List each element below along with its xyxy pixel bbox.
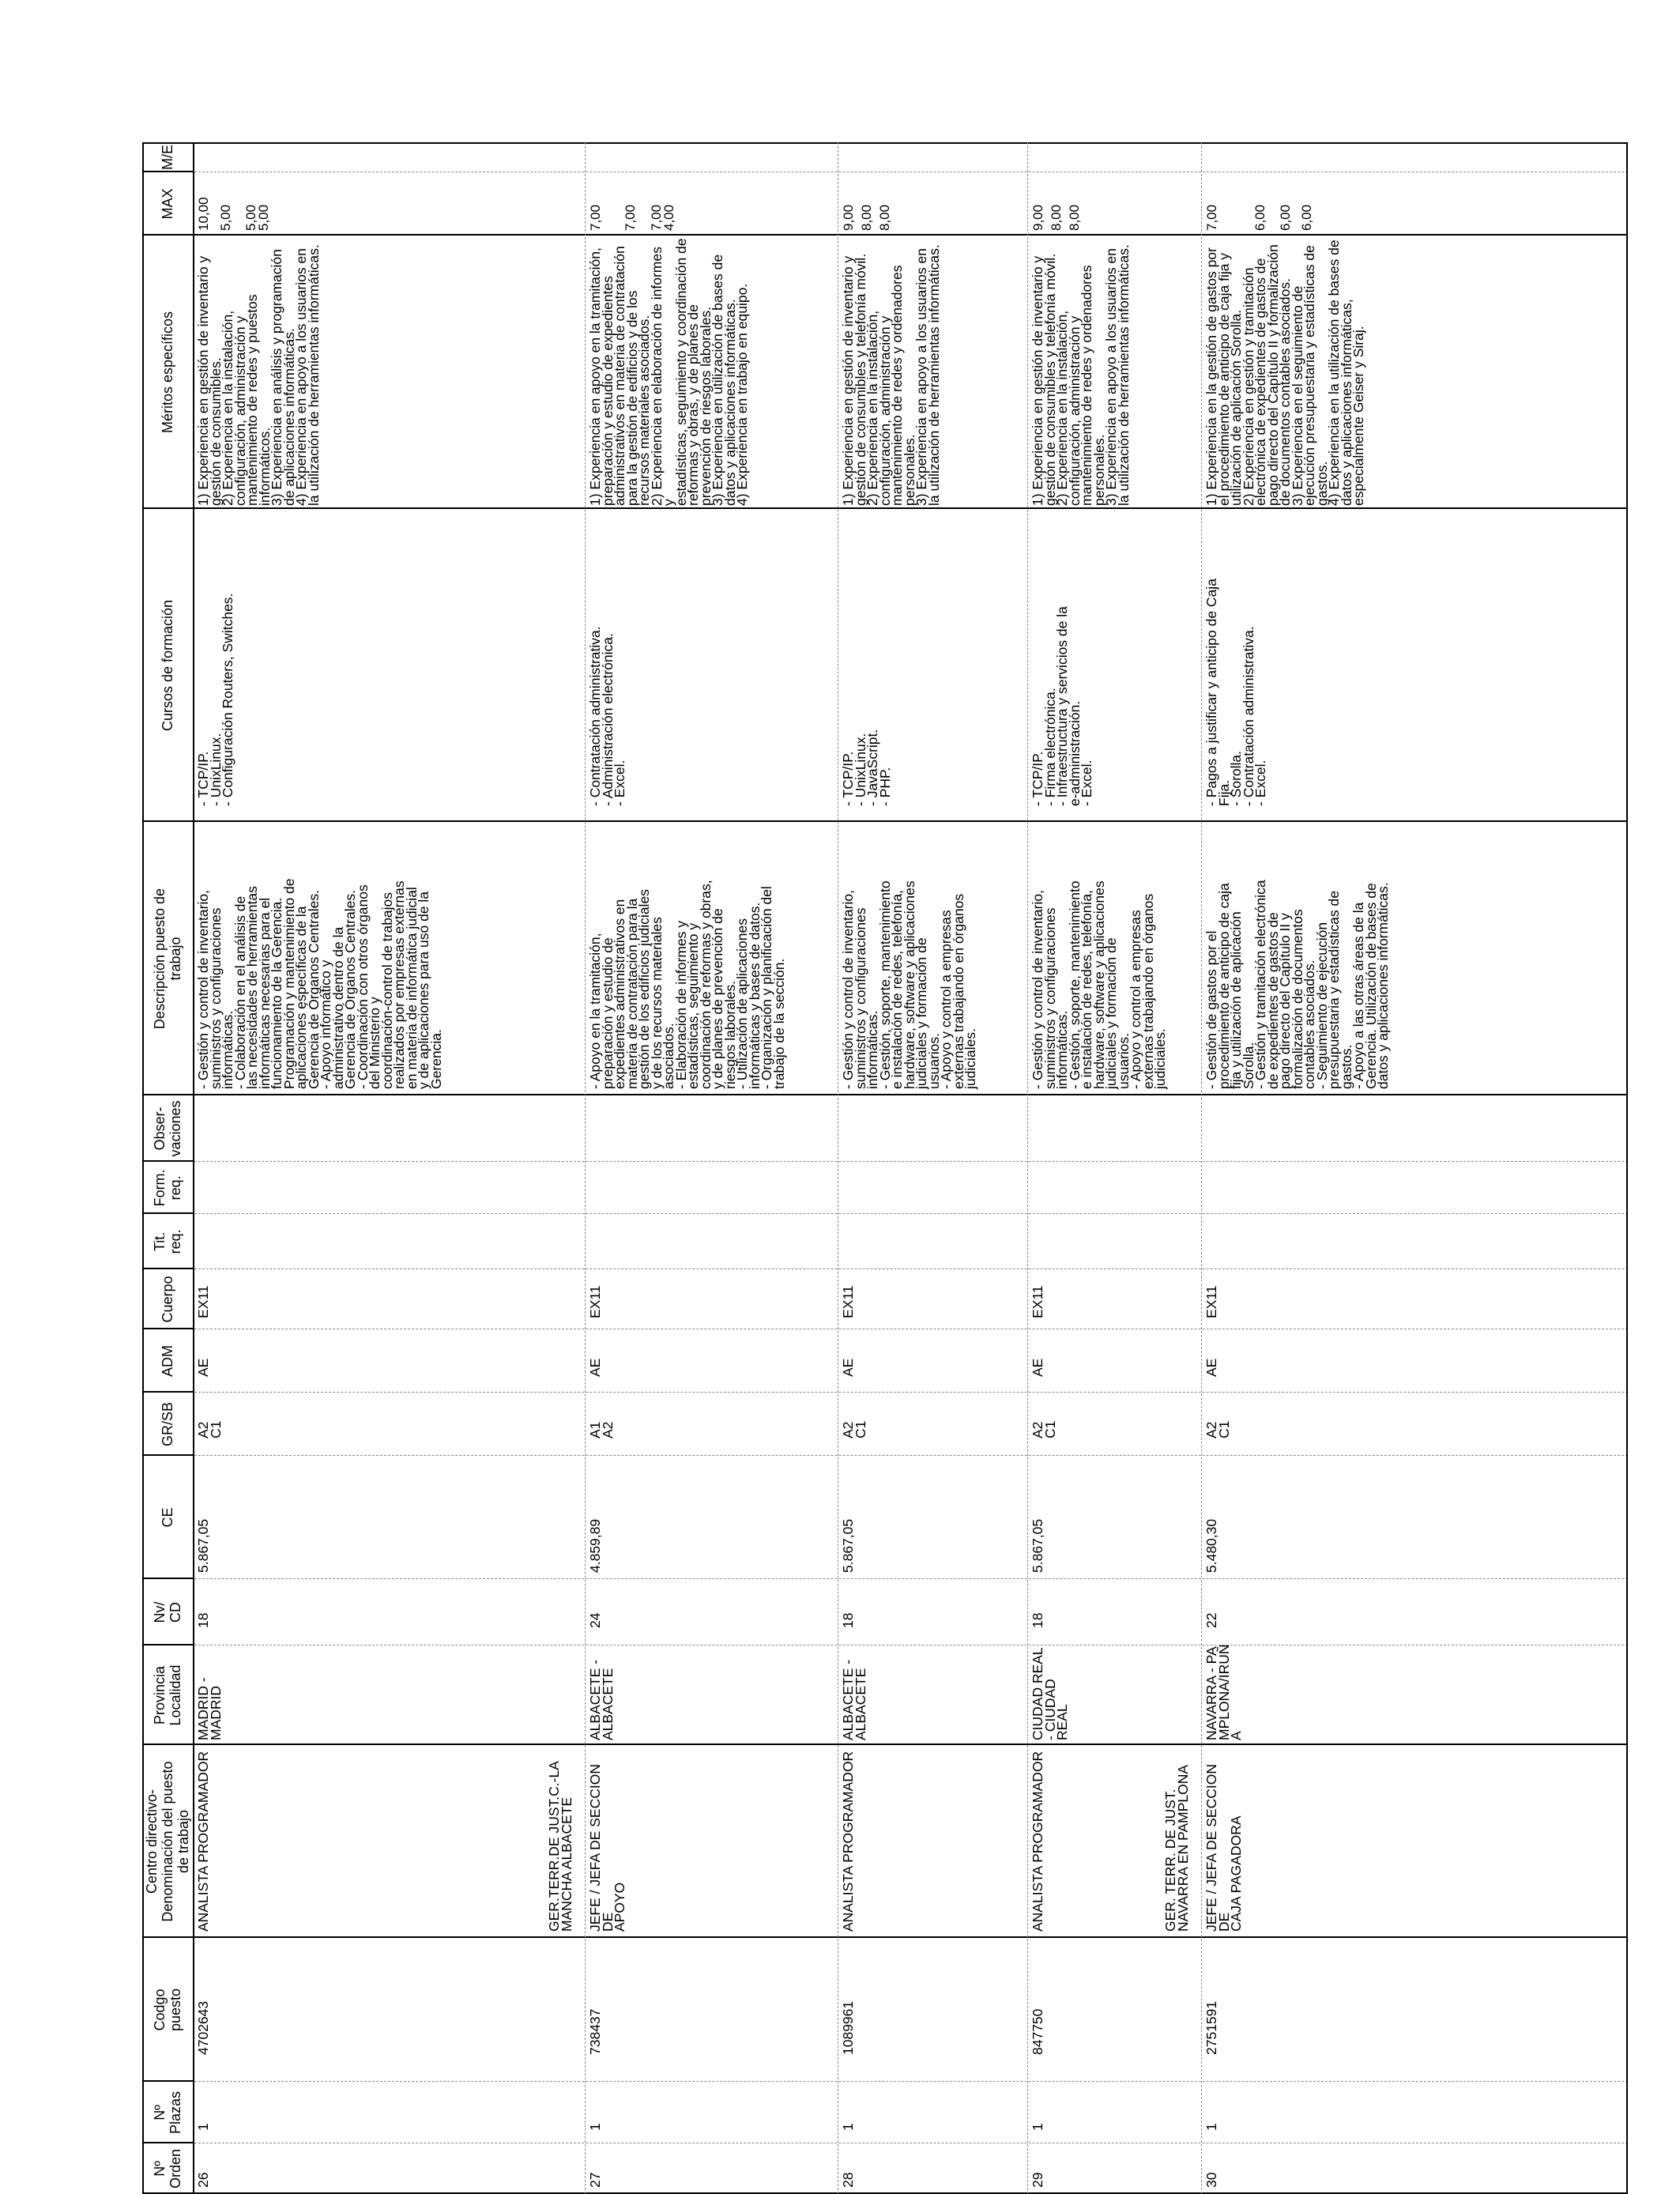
cell-max-value: 9,00 bbox=[841, 204, 856, 231]
column-divider-dashed bbox=[194, 1578, 1628, 1579]
cell-meritos: 1) Experiencia en gestión de inventario y gestión de consumibles. 2) Experiencia en la instalación, configuración, administración y mantenimiento de redes y puestos informáticos. 3) Experiencia en análisis y programación de aplicaciones informáticas. 4) Experiencia en apoyo a los usuarios en la utilización de herramientas informáticas. bbox=[195, 244, 322, 506]
cell-meritos: 1) Experiencia en apoyo en la tramitación, preparación y estudio de expedientes administrativos en materia de contratación para la gestión de edificios y de los recursos materiales asociados. 2) Experiencia en elaboración de informes y estadísticas, seguimiento y coordinación de reformas y obras, y de planes de prevención de riesgos laborales. 3) Experiencia en utilización de bases de datos y aplicaciones informáticas. 4) Experiencia en trabajo en equipo. bbox=[587, 238, 750, 506]
cell-adm: AE bbox=[587, 1358, 603, 1377]
cell-cursos: - TCP/IP. - UnixLinux. - Configuración Routers, Switches. bbox=[195, 593, 235, 806]
cell-max-value: 6,00 bbox=[1278, 204, 1293, 231]
header-cursos: Cursos de formación bbox=[160, 599, 175, 732]
cell-codigo: 847750 bbox=[1030, 2008, 1045, 2055]
cell-codigo: 1089961 bbox=[840, 2000, 856, 2055]
cell-orden: 26 bbox=[195, 2172, 211, 2188]
column-divider-dashed bbox=[194, 1455, 1628, 1456]
header-ce: CE bbox=[160, 1507, 175, 1528]
cell-max-value: 8,00 bbox=[877, 204, 892, 231]
cell-adm: AE bbox=[840, 1358, 856, 1377]
cell-cuerpo: EX11 bbox=[1203, 1285, 1219, 1318]
header-grsb: GR/SB bbox=[160, 1402, 175, 1447]
header-obs: Obser- vaciones bbox=[152, 1100, 183, 1157]
cell-ce: 4.859,89 bbox=[587, 1518, 603, 1573]
cell-max-value: 8,00 bbox=[1049, 204, 1064, 231]
cell-puesto: ANALISTA PROGRAMADOR bbox=[195, 1751, 211, 1932]
cell-desc: - Gestión y control de inventario, suministros y configuraciones informáticas. - Gestión, soporte, mantenimiento e instalación de redes, telefonía, hardware, software y aplicaciones judiciales y formación de usuarios. - Apoyo y control a empresas externas trabajando en órganos judiciales. bbox=[840, 880, 978, 1089]
header-form: Form. req. bbox=[152, 1169, 183, 1207]
header-me: M/E bbox=[160, 145, 175, 171]
cell-desc: - Gestión y control de inventario, suministros y configuraciones informáticas. - Gestión, soporte, mantenimiento e instalación de redes, telefonía, hardware, software y aplicaciones judiciales y formación de usuarios. - Apoyo y control a empresas externas trabajando en órganos judiciales. bbox=[1030, 880, 1168, 1089]
cell-adm: AE bbox=[1203, 1358, 1219, 1377]
header-desc: Descripción puesto de trabajo bbox=[152, 888, 183, 1030]
cell-adm: AE bbox=[1030, 1358, 1045, 1377]
header-cuerpo: Cuerpo bbox=[160, 1276, 175, 1323]
cell-cuerpo: EX11 bbox=[587, 1285, 603, 1318]
header-tit: Tit. req. bbox=[152, 1229, 183, 1254]
rotated-table-sheet bbox=[142, 142, 1628, 2194]
header-max: MAX bbox=[160, 188, 175, 220]
cell-ce: 5.867,05 bbox=[195, 1518, 211, 1573]
cell-max-value: 9,00 bbox=[1030, 204, 1045, 231]
column-divider bbox=[142, 142, 1628, 144]
cell-max-value: 8,00 bbox=[1067, 204, 1082, 231]
cell-provincia: NAVARRA - PA MPLONA/IRUÑ A bbox=[1203, 1644, 1244, 1740]
column-divider-dashed bbox=[194, 1161, 1628, 1162]
cell-ce: 5.867,05 bbox=[840, 1518, 856, 1573]
cell-meritos: 1) Experiencia en la gestión de gastos por el procedimiento de anticipo de caja fija y utilización de aplicación Sorolla. 2) Experiencia en gestión y tramitación electrónica de expedientes de gastos de pago directo del Capítulo II y formalización de documentos contables asociados. 3) Experiencia en el seguimiento de ejecución presupuestaria y estadísticas de gastos. 4) Experiencia en la utilización de bases de datos y aplicaciones informáticas, especialmente Geiser y Siraj. bbox=[1203, 239, 1366, 506]
cell-grsb: A2 C1 bbox=[840, 1420, 868, 1438]
cell-puesto: JEFE / JEFA DE SECCION DE CAJA PAGADORA bbox=[1203, 1764, 1244, 1932]
cell-centro-directivo: GER.TERR.DE JUST.C.-LA MANCHA ALBACETE bbox=[546, 1761, 574, 1932]
row-divider bbox=[1626, 142, 1628, 2194]
header-nv: Nv/ CD bbox=[152, 1601, 183, 1623]
cell-nv: 18 bbox=[840, 1612, 856, 1628]
row-divider-dashed bbox=[585, 142, 586, 2194]
cell-max-value: 4,00 bbox=[661, 204, 676, 231]
column-divider bbox=[142, 820, 1628, 822]
cell-nv: 22 bbox=[1203, 1612, 1219, 1628]
cell-meritos: 1) Experiencia en gestión de inventario y gestión de consumibles y telefonía móvil. 2) Experiencia en la instalación, configuración, administración y mantenimiento de redes y ordenadores personales. 3) Experiencia en apoyo a los usuarios en la utilización de herramientas informáticas. bbox=[840, 244, 942, 506]
cell-max-value: 5,00 bbox=[256, 204, 271, 231]
cell-centro-directivo: GER. TERR. DE JUST. NAVARRA EN PAMPLONA bbox=[1162, 1764, 1191, 1932]
header-orden: Nº Orden bbox=[152, 2148, 183, 2189]
cell-provincia: ALBACETE - ALBACETE bbox=[840, 1659, 868, 1740]
cell-cuerpo: EX11 bbox=[1030, 1285, 1045, 1318]
cell-grsb: A2 C1 bbox=[1030, 1420, 1058, 1438]
row-divider bbox=[193, 142, 194, 2194]
cell-codigo: 738437 bbox=[587, 2008, 603, 2055]
cell-provincia: CIUDAD REAL - CIUDAD REAL bbox=[1030, 1647, 1070, 1740]
cell-max-value: 7,00 bbox=[588, 204, 603, 231]
header-plazas: Nº Plazas bbox=[152, 2090, 183, 2135]
cell-nv: 24 bbox=[587, 1612, 603, 1628]
cell-cursos: - TCP/IP. - UnixLinux. - JavaScript. - PHP. bbox=[840, 729, 893, 806]
cell-ce: 5.480,30 bbox=[1203, 1518, 1219, 1573]
cell-desc: - Apoyo en la tramitación, preparación y estudio de expedientes administrativos en materia de contratación para la gestión de los edificios judiciales y de los recursos materiales asociados. - Elaboración de informes y estadísticas, seguimiento y coordinación de reformas y obras, y de planes de prevención de riesgos laborales. - Utilización de aplicaciones informáticas y bases de datos. - Organización y planificación del trabajo de la sección. bbox=[587, 880, 787, 1089]
cell-grsb: A2 C1 bbox=[1203, 1420, 1232, 1438]
cell-cursos: - TCP/IP. - Firma electrónica. - Infraestructura y servicios de la e-administración. - Excel. bbox=[1030, 606, 1094, 806]
cell-cuerpo: EX11 bbox=[840, 1285, 856, 1318]
row-divider-dashed bbox=[1027, 142, 1028, 2194]
cell-max-value: 10,00 bbox=[196, 197, 211, 231]
cell-max-value: 8,00 bbox=[859, 204, 874, 231]
column-divider bbox=[142, 1744, 1628, 1745]
cell-max-value: 6,00 bbox=[1252, 204, 1268, 231]
column-divider bbox=[142, 507, 1628, 509]
cell-nv: 18 bbox=[195, 1612, 211, 1628]
cell-max-value: 6,00 bbox=[1299, 204, 1314, 231]
cell-max-value: 7,00 bbox=[649, 204, 664, 231]
header-adm: ADM bbox=[160, 1345, 175, 1377]
cell-cursos: - Pagos a justificar y anticipo de Caja Fija. - Sorolla. - Contratación administrativa. - Excel. bbox=[1203, 579, 1268, 806]
column-divider-dashed bbox=[194, 1213, 1628, 1214]
cell-grsb: A2 C1 bbox=[195, 1420, 224, 1438]
cell-cursos: - Contratación administrativa. - Administración electrónica. - Excel. bbox=[587, 626, 627, 806]
cell-provincia: MADRID - MADRID bbox=[195, 1677, 224, 1740]
cell-plazas: 1 bbox=[840, 2123, 856, 2131]
cell-plazas: 1 bbox=[587, 2123, 603, 2131]
header-codigo: Codgo puesto bbox=[152, 1988, 183, 2032]
cell-provincia: ALBACETE - ALBACETE bbox=[587, 1659, 616, 1740]
cell-ce: 5.867,05 bbox=[1030, 1518, 1045, 1573]
cell-max-value: 5,00 bbox=[243, 204, 258, 231]
cell-max-value: 5,00 bbox=[218, 204, 233, 231]
cell-nv: 18 bbox=[1030, 1612, 1045, 1628]
header-centro: Centro directivo- Denominación del puesto de trabajo bbox=[144, 1761, 191, 1922]
cell-orden: 29 bbox=[1030, 2172, 1045, 2188]
cell-adm: AE bbox=[195, 1358, 211, 1377]
cell-grsb: A1 A2 bbox=[587, 1421, 616, 1438]
column-divider-dashed bbox=[194, 2081, 1628, 2082]
cell-puesto: JEFE / JEFA DE SECCION DE APOYO bbox=[587, 1764, 627, 1932]
cell-cuerpo: EX11 bbox=[195, 1285, 211, 1318]
cell-meritos: 1) Experiencia en gestión de inventario y gestión de consumibles y telefonía móvil. 2) Experiencia en la instalación, configuración, administración y mantenimiento de redes y ordenadores personales. 3) Experiencia en apoyo a los usuarios en la utilización de herramientas informáticas. bbox=[1030, 244, 1132, 506]
cell-max-value: 7,00 bbox=[1204, 204, 1219, 231]
cell-orden: 27 bbox=[587, 2172, 603, 2188]
cell-max-value: 7,00 bbox=[623, 204, 638, 231]
cell-desc: - Gestión y control de inventario, suministros y configuraciones informáticas. - Colaboración en el análisis de las necesidades de herramientas informáticas necesarias para el funcionamiento de la Gerencia. Programación y mantenimiento de aplicaciones específicas de la Gerencia de Órganos Centrales. - Apoyo informático y administrativo dentro de la Gerencia de Órganos Centrales. - Coordinación con otros órganos del Ministerio y coordinación-control de trabajos realizados por empresas externas en materia de informática judicial y de aplicaciones para uso de la Gerencia. bbox=[195, 878, 444, 1089]
cell-desc: - Gestión de gastos por el procedimiento de anticipo de caja fija y utilización de aplicación Sorolla. - Gestión y tramitación electrónica de expedientes de gastos de pago directo del Capítulo II y formalización de documentos contables asociados. - Seguimiento de ejecución presupuestaria y estadísticas de gastos. - Apoyo a las otras áreas de la Gerencia. Utilización de bases de datos y aplicaciones informáticas. bbox=[1203, 880, 1391, 1089]
cell-plazas: 1 bbox=[1030, 2123, 1045, 2131]
header-provincia: Provincia Localidad bbox=[152, 1664, 183, 1726]
header-meritos: Méritos específicos bbox=[160, 311, 175, 434]
column-divider bbox=[142, 1094, 1628, 1095]
column-divider-dashed bbox=[194, 1392, 1628, 1393]
cell-plazas: 1 bbox=[195, 2123, 211, 2131]
cell-puesto: ANALISTA PROGRAMADOR bbox=[840, 1751, 856, 1932]
cell-puesto: ANALISTA PROGRAMADOR bbox=[1030, 1751, 1045, 1932]
cell-codigo: 2751591 bbox=[1203, 2000, 1219, 2055]
cell-orden: 30 bbox=[1203, 2172, 1219, 2188]
cell-plazas: 1 bbox=[1203, 2123, 1219, 2131]
cell-orden: 28 bbox=[840, 2172, 856, 2188]
column-divider bbox=[142, 1936, 1628, 1938]
row-divider-dashed bbox=[1201, 142, 1202, 2194]
cell-codigo: 4702643 bbox=[195, 2000, 211, 2055]
column-divider bbox=[142, 234, 1628, 236]
